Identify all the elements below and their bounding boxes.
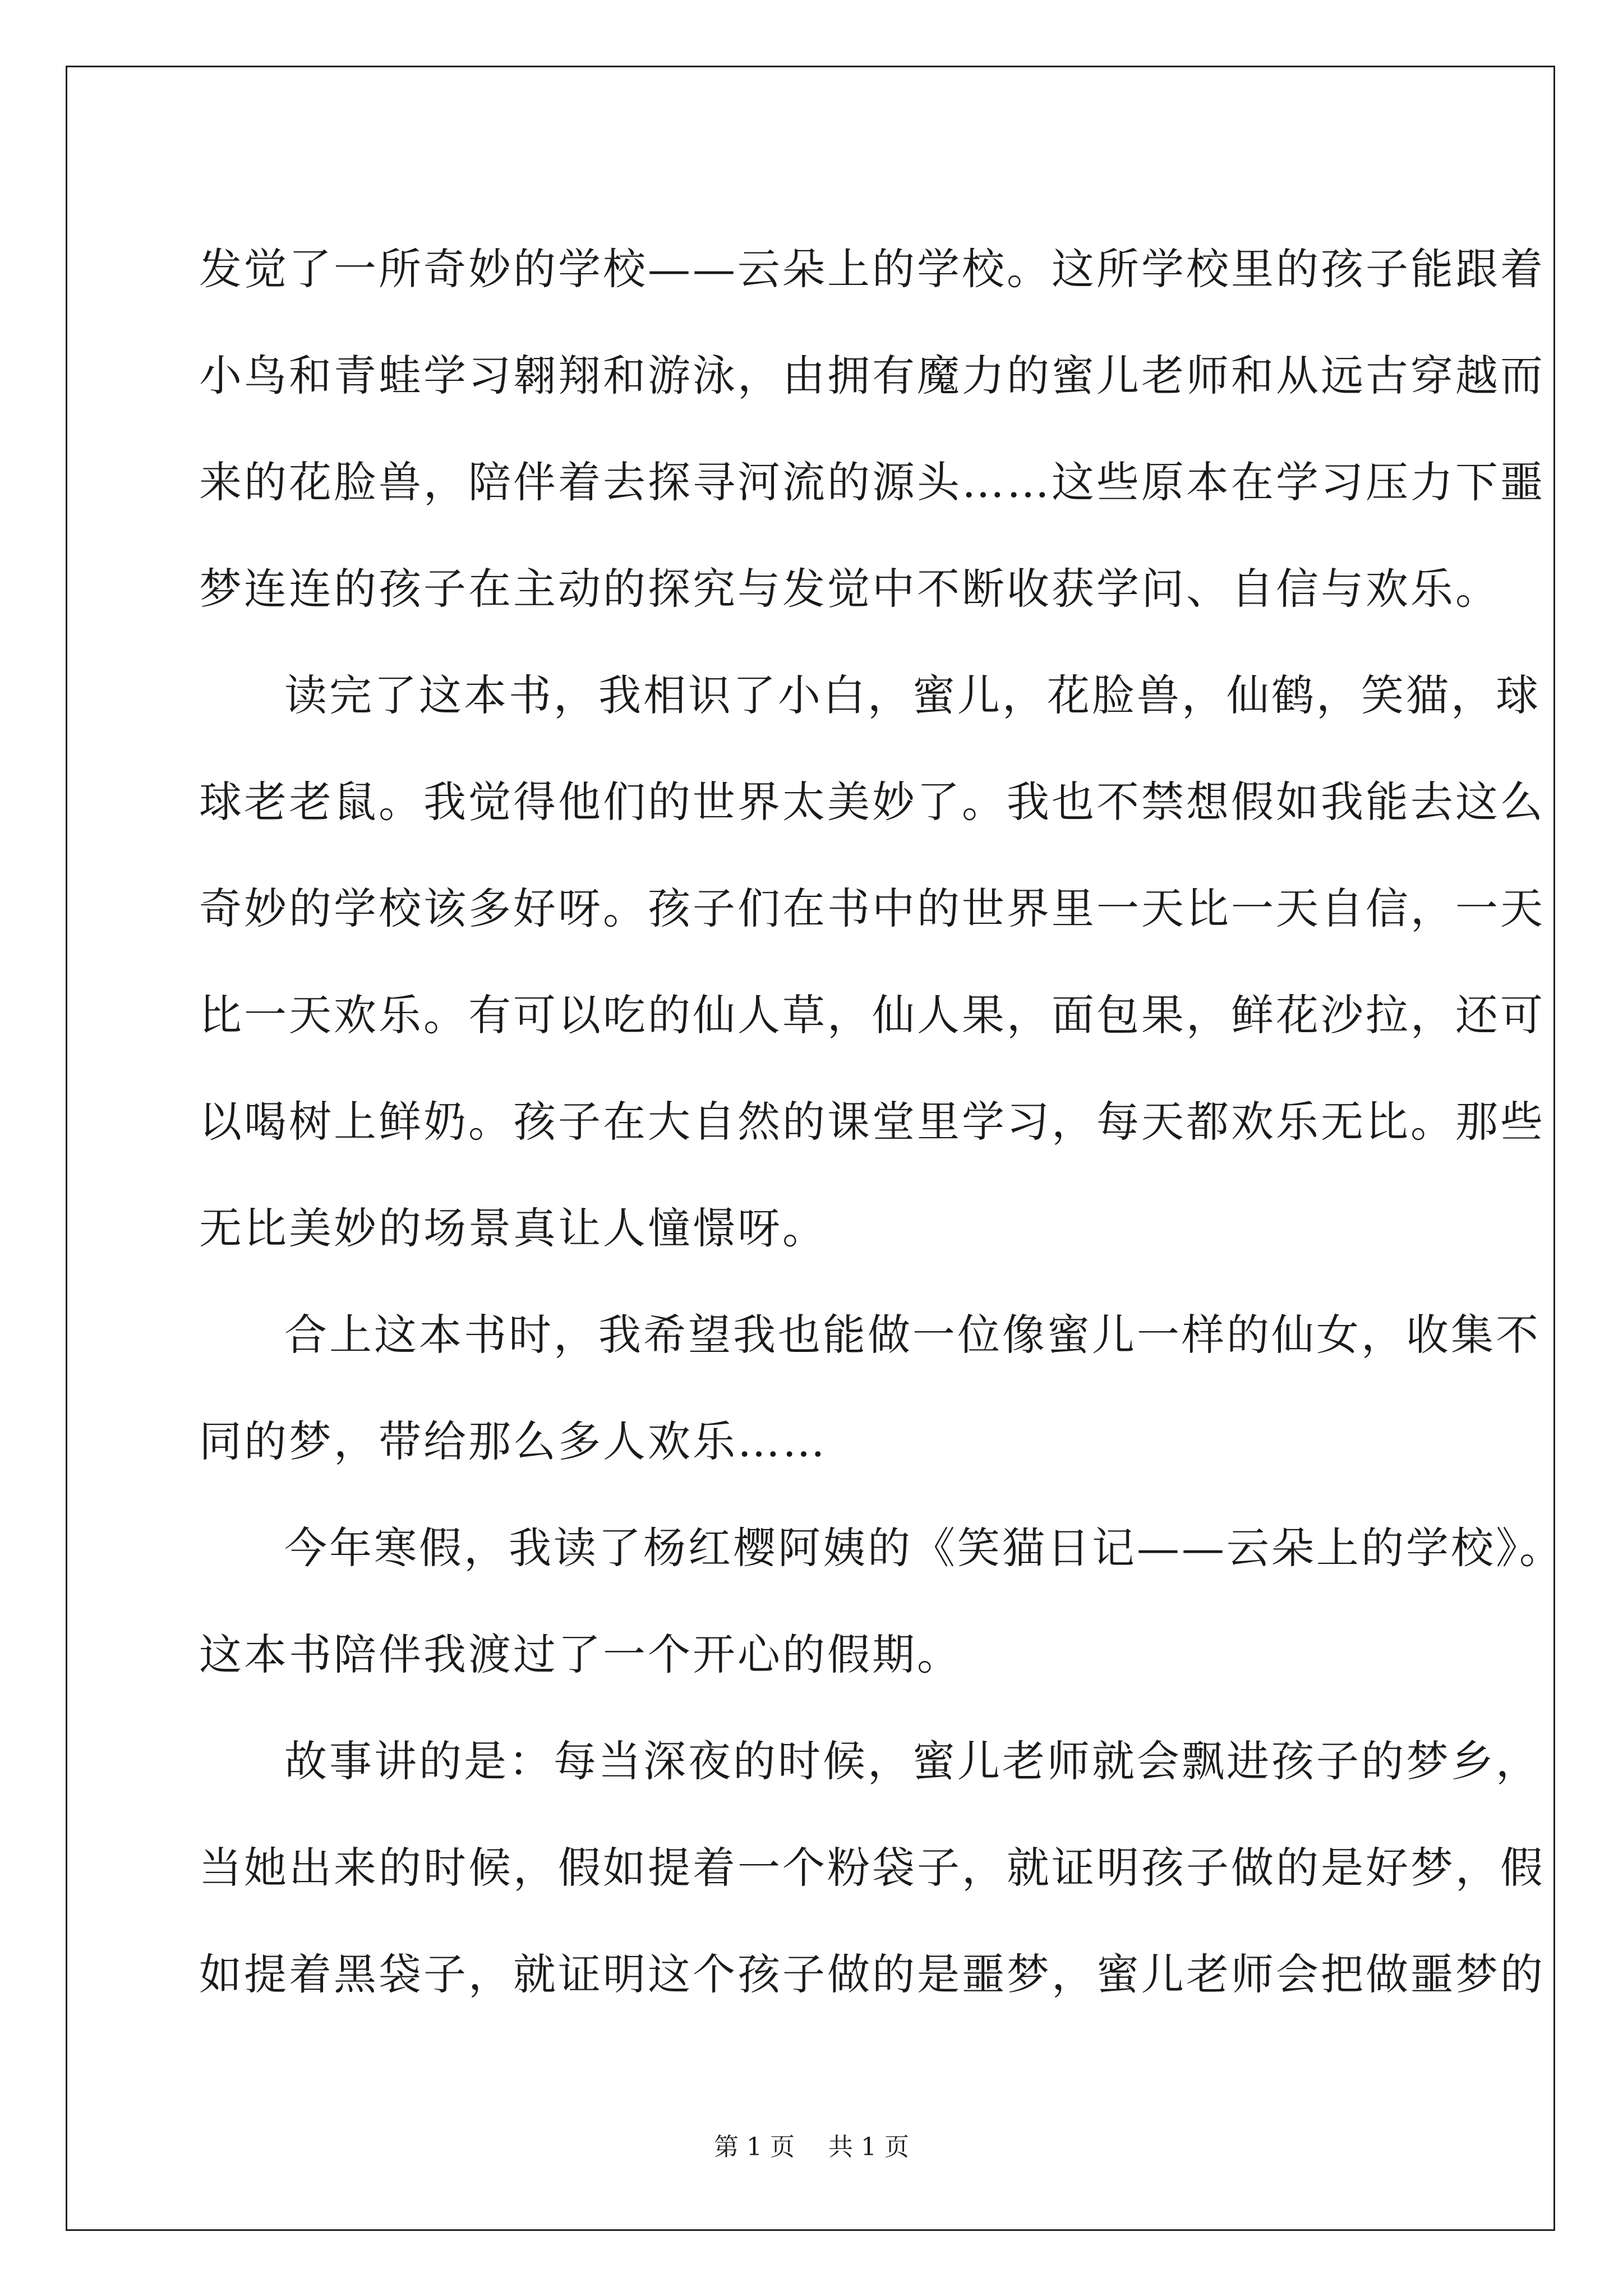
page-number: 第 1 页: [714, 2133, 795, 2161]
text-line-8: 比一天欢乐。有可以吃的仙人草，仙人果，面包果，鲜花沙拉，还可: [199, 990, 1545, 1040]
text-line-2: 小鸟和青蛙学习翱翔和游泳，由拥有魔力的蜜儿老师和从远古穿越而: [199, 351, 1545, 401]
text-line-10: 无比美妙的场景真让人憧憬呀。: [199, 1203, 827, 1253]
text-line-4: 梦连连的孩子在主动的探究与发觉中不断收获学问、自信与欢乐。: [199, 564, 1500, 614]
text-line-12: 同的梦，带给那么多人欢乐……: [199, 1416, 827, 1466]
text-line-3: 来的花脸兽，陪伴着去探寻河流的源头……这些原本在学习压力下噩: [199, 457, 1545, 507]
text-line-6: 球老老鼠。我觉得他们的世界太美妙了。我也不禁想假如我能去这么: [199, 777, 1545, 827]
text-line-5: 读完了这本书，我相识了小白，蜜儿，花脸兽，仙鹤，笑猫，球: [284, 670, 1541, 720]
text-line-16: 当她出来的时候，假如提着一个粉袋子，就证明孩子做的是好梦，假: [199, 1843, 1545, 1893]
text-line-13: 今年寒假，我读了杨红樱阿姨的《笑猫日记——云朵上的学校》。: [284, 1523, 1564, 1573]
text-line-11: 合上这本书时，我希望我也能做一位像蜜儿一样的仙女，收集不: [284, 1310, 1541, 1360]
page-total: 共 1 页: [828, 2133, 909, 2161]
page-footer: [0, 2131, 1623, 2164]
text-line-7: 奇妙的学校该多好呀。孩子们在书中的世界里一天比一天自信，一天: [199, 884, 1545, 933]
text-line-17: 如提着黑袋子，就证明这个孩子做的是噩梦，蜜儿老师会把做噩梦的: [199, 1949, 1545, 1999]
text-line-1: 发觉了一所奇妙的学校——云朵上的学校。这所学校里的孩子能跟着: [199, 244, 1545, 294]
text-line-15: 故事讲的是：每当深夜的时候，蜜儿老师就会飘进孩子的梦乡，: [284, 1736, 1541, 1786]
document-body: [199, 216, 1564, 2028]
text-line-14: 这本书陪伴我渡过了一个开心的假期。: [199, 1630, 962, 1680]
text-line-9: 以喝树上鲜奶。孩子在大自然的课堂里学习，每天都欢乐无比。那些: [199, 1097, 1545, 1147]
